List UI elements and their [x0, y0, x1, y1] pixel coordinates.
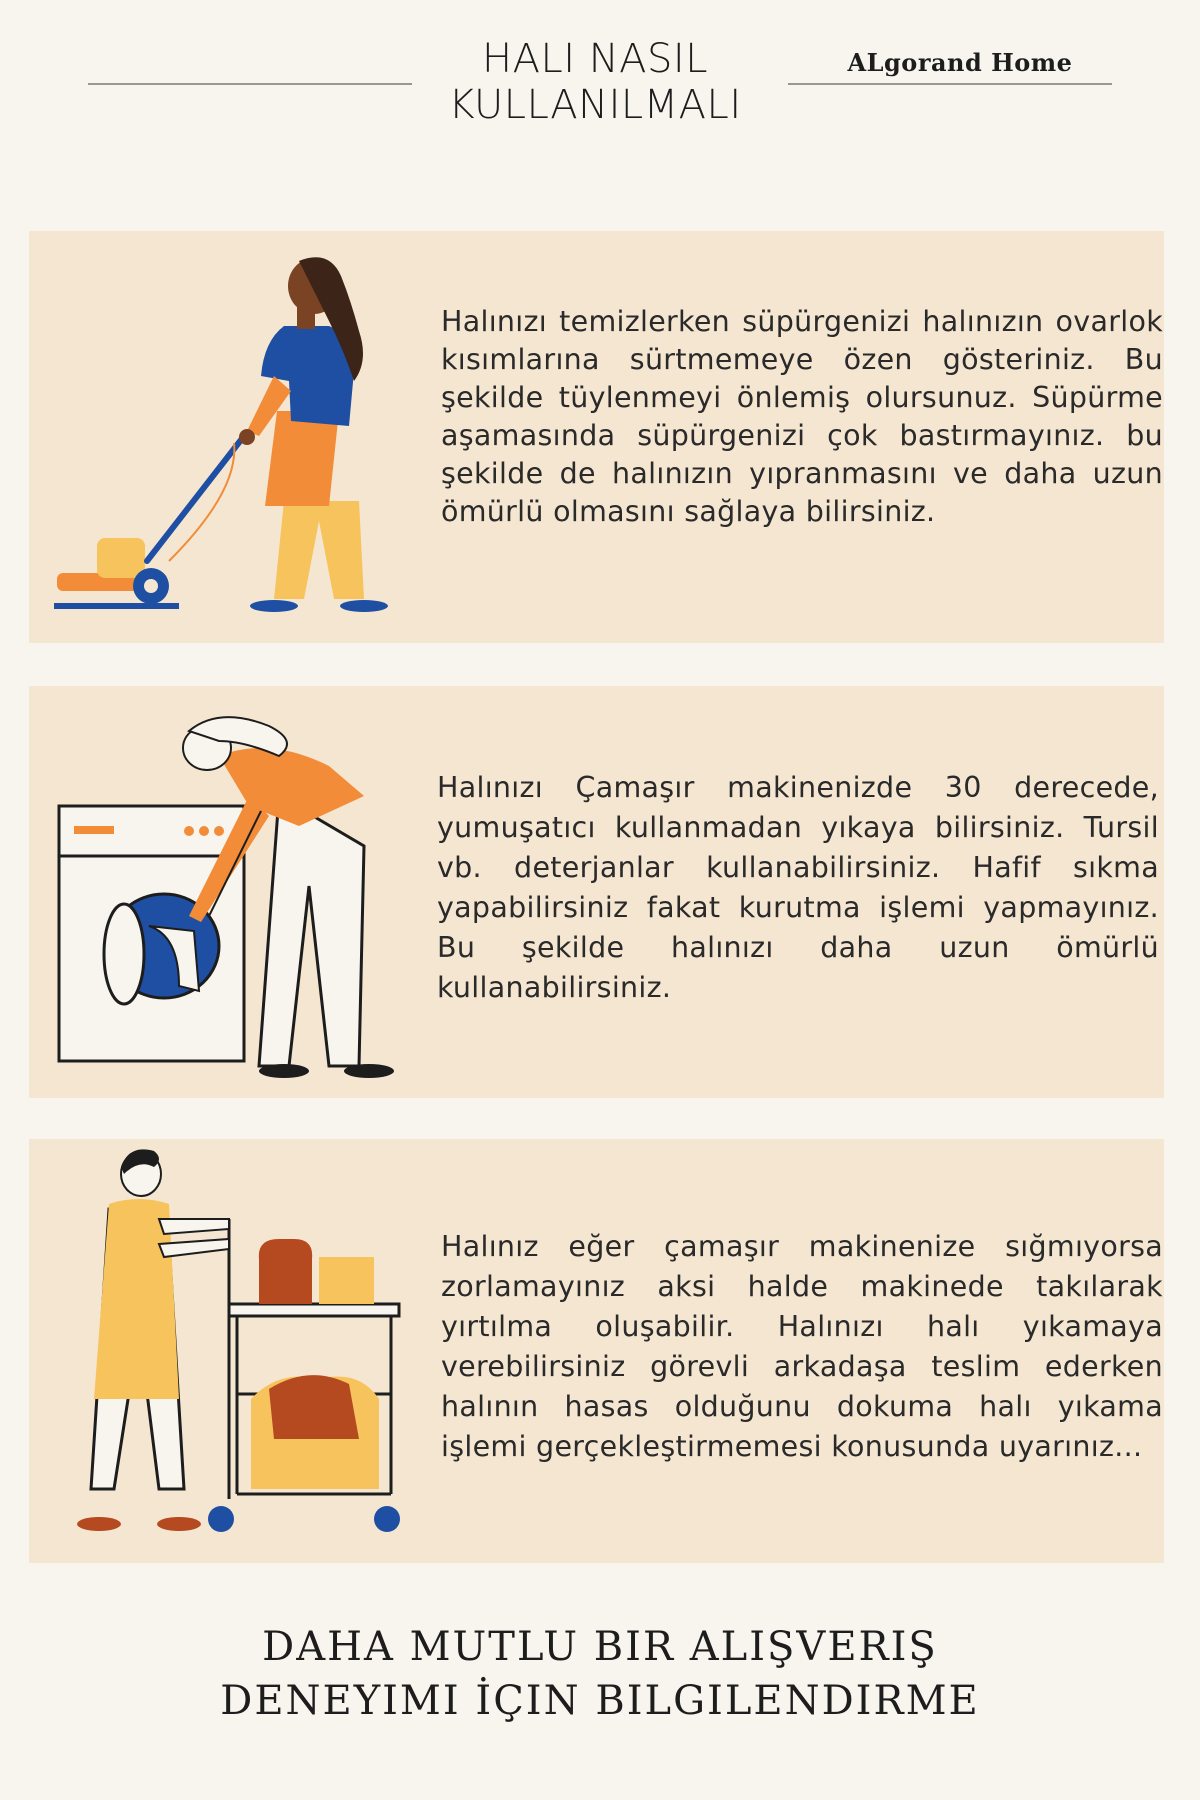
footer-tagline: [0, 1620, 1200, 1728]
page-title: [420, 36, 770, 128]
person-laundry-cart-illustration: [29, 1139, 429, 1563]
tip-card-vacuuming: [29, 231, 1164, 643]
brand-logo: ALgorand Home: [847, 48, 1073, 77]
tip-text-washing-machine: Halınızı Çamaşır makinenizde 30 derecede, yumuşatıcı kullanmadan yıkaya bilirsiniz. Tursil vb. deterjanlar kullanabilirsiniz. Hafif sıkma yapabilirsiniz fakat kurutma işlemi yapmayınız. Bu şekilde halınızı daha uzun ömürlü kullanabilirsiniz.: [437, 771, 1159, 1004]
footer-line1: DAHA MUTLU BIR ALIŞVERIŞ: [262, 1624, 938, 1670]
woman-vacuuming-illustration: [29, 231, 429, 643]
page-title-line1: HALI NASIL: [482, 36, 708, 82]
tip-text-professional-cleaning: Halınız eğer çamaşır makinenize sığmıyorsa zorlamayınız aksi halde makinede takılarak yırtılma oluşabilir. Halınızı halı yıkamaya verebilirsiniz görevli arkadaşa teslim ederken halının hasas olduğunu dokuma halı yıkama işlemi gerçekleştirmemesi konusunda uyarınız...: [441, 1230, 1163, 1463]
tip-card-washing-machine: [29, 686, 1164, 1098]
left-divider: [88, 83, 412, 85]
footer-line2: DENEYIMI İÇIN BILGILENDIRME: [220, 1678, 980, 1724]
right-divider: [788, 83, 1112, 85]
page-title-line2: KULLANILMALI: [448, 82, 742, 128]
woman-washing-machine-illustration: [29, 686, 429, 1098]
tip-card-professional-cleaning: [29, 1139, 1164, 1563]
tip-text-vacuuming: Halınızı temizlerken süpürgenizi halınızın ovarlok kısımlarına sürtmemeye özen gösteriniz. Bu şekilde tüylenmeyi önlemiş olursunuz. Süpürme aşamasında süpürgenizi çok bastırmayınız. bu şekilde de halınızın yıpranmasını ve daha uzun ömürlü olmasını sağlaya bilirsiniz.: [441, 305, 1163, 528]
header: [0, 0, 1200, 160]
